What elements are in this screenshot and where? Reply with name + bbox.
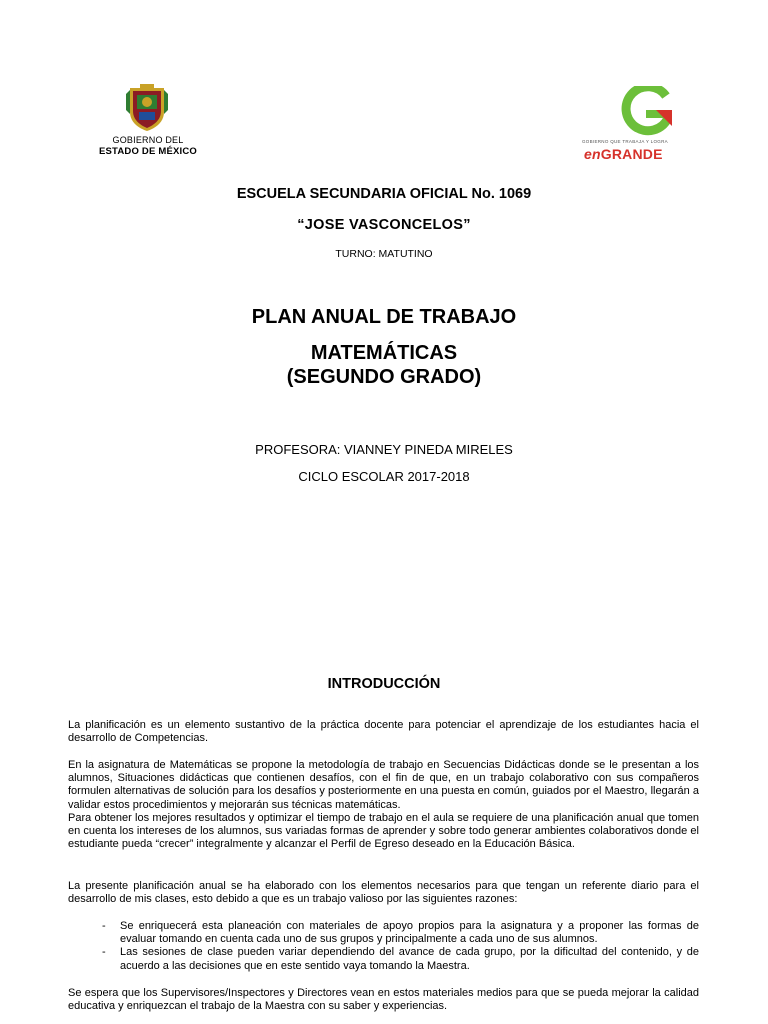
- engrande-logo: [578, 86, 688, 164]
- list-item: [100, 946, 699, 972]
- list-item-text: Las sesiones de clase pueden variar dependiendo del avance de cada grupo, por la dificultad del contenido, y de acuerdo a las decisiones que en este sentido vaya tomando la Maestra.: [120, 946, 699, 972]
- gov-logo-line2: ESTADO DE MÉXICO: [98, 146, 198, 157]
- intro-paragraph-3: Para obtener los mejores resultados y optimizar el tiempo de trabajo en el aula se requiere de una planificación anual que tomen en cuenta los intereses de los alumnos, sus variadas formas de aprender y sobre todo generar ambientes colaborativos donde el estudiante pueda “crecer” integralmente y alcanzar el Perfil de Egreso deseado en la Educación Básica.: [68, 812, 699, 851]
- bullet-dash: -: [102, 946, 106, 959]
- engrande-tagline: GOBIERNO QUE TRABAJA Y LOGRA: [582, 139, 668, 144]
- school-title: ESCUELA SECUNDARIA OFICIAL No. 1069: [236, 186, 532, 202]
- bullet-dash: -: [102, 920, 106, 932]
- list-item-text: Se enriquecerá esta planeación con materiales de apoyo propios para la asignatura y a proponer las formas de evaluar tomando en cuenta cada uno de sus grupos y principalmente a cada uno de sus alumnos.: [120, 920, 699, 946]
- gobierno-estado-mexico-logo: [88, 84, 208, 164]
- intro-paragraph-1: La planificación es un elemento sustantivo de la práctica docente para potenciar el aprendizaje de los estudiantes hacia el desarrollo de Competencias.: [68, 719, 699, 745]
- school-cycle: CICLO ESCOLAR 2017-2018: [298, 469, 470, 484]
- intro-paragraph-4: La presente planificación anual se ha elaborado con los elementos necesarios para que tengan un referente diario para el desarrollo de mis clases, esto debido a que es un trabajo valioso por las siguientes razones:: [68, 880, 699, 906]
- g-logo-icon: [620, 86, 676, 136]
- subject-line-2: (SEGUNDO GRADO): [286, 366, 482, 388]
- intro-paragraph-5: Se espera que los Supervisores/Inspectores y Directores vean en estos materiales medios para que se pueda mejorar la calidad educativa y enriquezcan el trabajo de la Maestra con su saber y experiencias.: [68, 987, 699, 1013]
- teacher-name: PROFESORA: VIANNEY PINEDA MIRELES: [255, 442, 513, 457]
- subject-title: [0, 341, 768, 389]
- engrande-wordmark: [584, 146, 663, 162]
- gov-logo-line1: GOBIERNO DEL: [112, 135, 184, 145]
- introduction-heading: INTRODUCCIÓN: [327, 676, 441, 692]
- subject-line-1: MATEMÁTICAS: [310, 342, 458, 364]
- engrande-grande: GRANDE: [600, 146, 663, 162]
- coat-of-arms-icon: [124, 84, 170, 132]
- plan-title: PLAN ANUAL DE TRABAJO: [251, 306, 517, 328]
- school-name: “JOSE VASCONCELOS”: [297, 217, 471, 233]
- shift-label: TURNO: MATUTINO: [335, 248, 433, 260]
- list-item: [100, 920, 699, 946]
- intro-paragraph-2: En la asignatura de Matemáticas se propone la metodología de trabajo en Secuencias Didácticas donde se le presentan a los alumnos, Situaciones didácticas que contienen desafíos, con el fin de que, en un trabajo colaborativo con sus compañeros formulen alternativas de solución para los desafíos y posteriormente en una puesta en común, guiados por el Maestro, llegarán a validar estos procedimientos y mejorarán sus técnicas matemáticas.: [68, 759, 699, 811]
- engrande-en: en: [584, 146, 601, 162]
- reasons-list: [100, 920, 699, 973]
